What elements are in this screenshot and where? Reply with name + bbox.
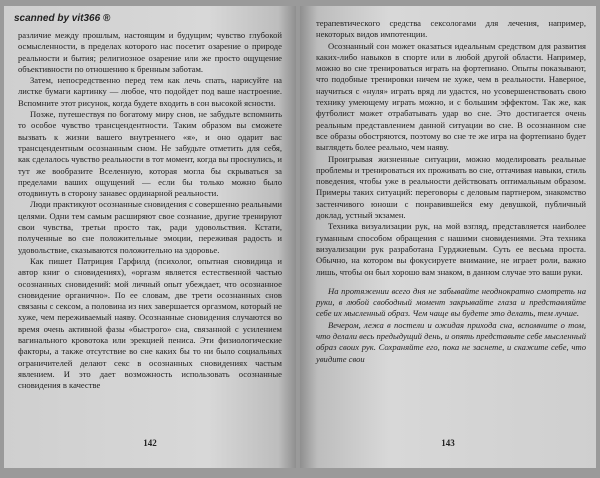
left-paragraph-5: Как пишет Патриция Гарфилд (психолог, опытная сновидица и автор книг о сновидениях), «оргазм является естественной частью осознанных сновидений: мой личный опыт убеждает, что осознанное сновидение органично». По ее словам, две трети осознанных снов связаны с сексом, а половина из них завершается оргазмом, который не хуже, чем переживаемый наяву. Осознанные сновидения случаются во время очень активной фазы «быстрого» сна, связанной с усилением вагинального кровотока или эрекцией пениса. Эти физиологические факторы, а также отсутствие во сне каких бы то ни было социальных ограничителей делают секс в осознанных сновидениях частым явлением. И это дает возможность использовать осознанные сновидения в качестве bbox=[18, 255, 282, 391]
paragraph-gap bbox=[316, 278, 586, 286]
right-page bbox=[300, 6, 596, 468]
right-page-number: 143 bbox=[441, 438, 455, 448]
left-page-number: 142 bbox=[143, 438, 157, 448]
right-paragraph-3: Проигрывая жизненные ситуации, можно моделировать реальные проблемы и тренироваться их проживать во сне, оттачивая навыки, стиль поведения, чтобы уже в реальности действовать оптимальным образом. Примеры таких ситуаций: переговоры с деловым партнером, знакомство застенчивого юноши с понравившейся ему девушкой, публичный доклад, устный экзамен. bbox=[316, 153, 586, 221]
left-page bbox=[4, 6, 296, 468]
right-paragraph-2: Осознанный сон может оказаться идеальным средством для развития каких-либо навыков в спорте или в любой другой области. Например, можно во сне тренироваться играть на фортепиано. Опыты показывают, что подобные тренировки ничем не хуже, чем в реальности. Наверное, научиться с «нуля» играть вряд ли удастся, но усовершенствовать свою технику умеющему играть можно, и с большим эффектом. Так же, как футболист может отрабатывать удар во сне. Это достигается очень реальным представлением данной ситуации во сне. В осознанном сне все образы обостряются, поэтому во сне те же игра на фортепиано будет выглядеть более реально, чем наяву. bbox=[316, 40, 586, 153]
right-paragraph-1: терапевтического средства сексологами для лечения, например, некоторых видов импотенции. bbox=[316, 18, 586, 40]
left-paragraph-4: Люди практикуют осознанные сновидения с совершенно реальными целями. Одни тем самым расширяют свое сознание, другие тренируют свои чувства, третьи просто так, ради удовольствия. Кстати, полученные во сне положительные эмоции, переживая радость и удовольствие, сказываются положительно на здоровье. bbox=[18, 199, 282, 255]
right-paragraph-4: Техника визуализации рук, на мой взгляд, представляется наиболее гуманным способом обращения с нашими сновидениями. Эта техника визуализации рук разработана Гурджиевым. Суть ее весьма проста. Обычно, на котором вы фокусируете внимание, не играет роли, важно лишь, чтобы он был хорошо вам знаком, в данном случае это ваши руки. bbox=[316, 221, 586, 277]
left-paragraph-2: Затем, непосредственно перед тем как лечь спать, нарисуйте на листке бумаги картинку — любое, что подойдет под ваше настроение. Вспомните этот рисунок, когда будете входить в сон высокой ясности. bbox=[18, 75, 282, 108]
right-paragraph-6: Вечером, лежа в постели и ожидая прихода сна, вспомните о том, что делали весь предыдущий день, и опять представьте себе мысленный образ своих рук. Сохраняйте его, пока не заснете, и скажите себе, что увидите свои bbox=[316, 319, 587, 364]
right-paragraph-5: На протяжении всего дня не забывайте неоднократно смотреть на руки, в любой свободный момент закрывайте глаза и представляйте себе их мысленный образ. Чем чаще вы будете это делать, тем лучше. bbox=[316, 285, 586, 319]
left-paragraph-3: Позже, путешествуя по богатому миру снов, не забудьте вспомнить то особое чувство трансцендентности. Таким образом вы сможете вызвать к жизни вашего внутреннего «я», и оно одарит вас трансцендентным осознанным сном. Не забудьте отметить для себя, как сделалось чувство реальности в тот момент, когда вы проснулись, и тут же вообразите Вселенную, которая могла бы скрываться за пределами ваших ощущений — если бы только можно было отодвинуть в сторону занавес ординарной реальности. bbox=[18, 109, 282, 199]
scan-label: scanned by vit366 ® bbox=[14, 13, 111, 24]
left-paragraph-1: различие между прошлым, настоящим и будущим; чувство глубокой осмысленности, в пределах которого нас посетит озарение о природе реальности и бытия; религиозное озарение или же просто ощущение объективности по отношению к бренным заботам. bbox=[18, 30, 282, 74]
